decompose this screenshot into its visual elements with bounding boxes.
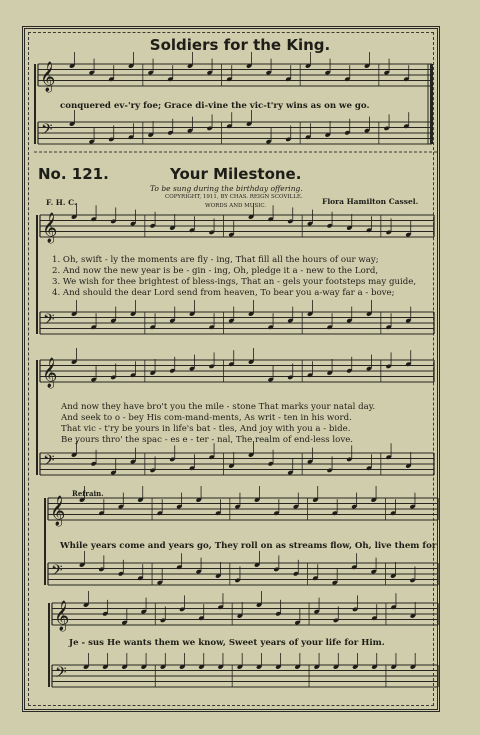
treble-clef-icon: 𝄞 (42, 358, 58, 388)
treble-clef-icon: 𝄞 (50, 496, 66, 526)
treble-staff-1 (38, 64, 432, 86)
treble-staff-4 (48, 498, 438, 520)
treble-clef-icon: 𝄞 (54, 601, 70, 631)
bass-clef-icon: 𝄢 (43, 311, 55, 332)
treble-clef-icon: 𝄞 (40, 62, 56, 92)
bass-clef-icon: 𝄢 (51, 562, 63, 583)
bass-staff-5 (52, 665, 438, 687)
verse-4-line-2: Be yours thro' the spac - es e - ter - nal, The realm of end-less love. (61, 435, 354, 445)
verse-3-line-1: 3. We wish for thee brightest of bless-ings, That an - gels your footsteps may guide, (52, 277, 417, 287)
hymn-instruction: To be sung during the birthday offering. (150, 184, 303, 193)
bass-clef-icon: 𝄢 (43, 452, 55, 473)
hymn-number: No. 121. (38, 165, 109, 183)
top-hymn-lyric: conquered ev-'ry foe; Grace di-vine the vic-t'ry wins as on we go. (60, 101, 370, 111)
bass-clef-icon: 𝄢 (55, 664, 67, 685)
treble-staff-3 (40, 360, 434, 382)
hymn-title: Your Milestone. (170, 165, 302, 183)
verse-3-line-2: That vic - t'ry be yours in life's bat - tles, And joy with you a - bide. (61, 424, 351, 434)
treble-clef-icon: 𝄞 (42, 213, 58, 243)
verse-2-line-2: And seek to o - bey His com-mand-ments, As writ - ten in his word. (61, 413, 352, 423)
top-hymn-title: Soldiers for the King. (149, 36, 331, 54)
verse-1-line-1: 1. Oh, swift - ly the moments are fly - ing, That fill all the hours of our way; (52, 255, 379, 265)
verse-1-line-2: And now they have bro't you the mile - stone That marks your natal day. (61, 402, 376, 412)
bass-staff-1 (38, 122, 432, 144)
hymn-author: F. H. C. (46, 198, 77, 207)
treble-staff-2 (40, 215, 434, 237)
bass-staff-2 (40, 312, 434, 334)
double-bar-thick (430, 64, 433, 144)
hymn-composer: Flora Hamilton Cassel. (322, 197, 419, 206)
verse-4-line-1: 4. And should the dear Lord send from heaven, To bear you a-way far a - bove; (52, 288, 395, 298)
verse-2-line-1: 2. And now the new year is be - gin - ing, Oh, pledge it a - new to the Lord, (52, 266, 379, 276)
refrain-line-2: Je - sus He wants them we know, Sweet years of your life for Him. (69, 638, 385, 648)
copyright-words-music: WORDS AND MUSIC. (205, 203, 267, 209)
refrain-line-1: While years come and years go, They roll on as streams flow, Oh, live them for (60, 541, 437, 551)
bass-staff-4 (48, 563, 438, 585)
treble-staff-5 (52, 603, 438, 625)
bass-staff-3 (40, 453, 434, 475)
copyright-line: COPYRIGHT, 1911, BY CHAS. REIGN SCOVILLE. (165, 194, 303, 200)
bass-clef-icon: 𝄢 (41, 121, 53, 142)
refrain-label: Refrain. (72, 489, 104, 498)
